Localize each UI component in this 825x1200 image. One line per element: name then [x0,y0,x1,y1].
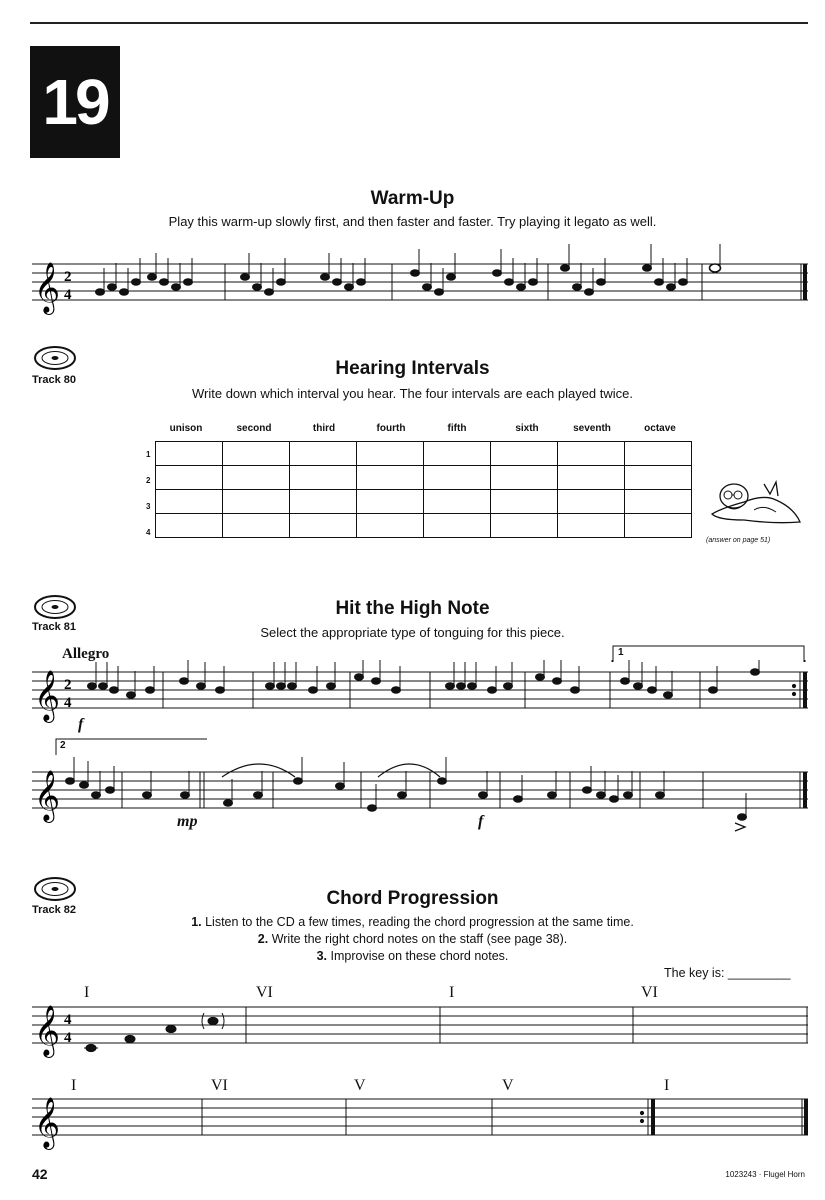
col-seventh: seventh [573,423,611,434]
answer-cell[interactable] [156,514,223,538]
note-head [411,270,420,277]
note-head [241,274,250,281]
time-sig-bottom: 4 [64,287,72,303]
note-head [656,792,665,799]
note-head [294,778,303,785]
note-head [664,692,673,699]
warmup-instruction: Play this warm-up slowly first, and then faster and faster. Try playing it legato as well. [168,214,657,229]
staff-lines [32,264,808,300]
note-head [146,687,155,694]
note-head [309,687,318,694]
chord-symbol: VI [256,984,273,1001]
answer-cell[interactable] [424,490,491,514]
answer-cell[interactable] [491,514,558,538]
chord-symbol: I [449,984,455,1001]
dynamic-forte: f [78,716,84,733]
answer-cell[interactable] [558,490,625,514]
answer-cell[interactable] [625,514,692,538]
note-head [398,792,407,799]
melody-notes [88,660,760,698]
note-head [88,683,97,690]
chords-title: Chord Progression [326,888,499,909]
warmup-title: Warm-Up [370,188,455,209]
tempo-marking: Allegro [62,646,110,662]
note-head [110,687,119,694]
note-head [184,279,193,286]
accent-icon [735,823,745,831]
note-head [571,687,580,694]
second-ending-number: 2 [60,740,66,751]
answer-cell[interactable] [223,442,290,466]
answer-cell[interactable] [625,442,692,466]
highnote-title: Hit the High Note [335,598,490,619]
note-head [423,284,432,291]
half-note [710,264,721,272]
table-row [156,442,692,466]
lesson-number: 19 [30,46,120,158]
note-head [667,284,676,291]
note-head [181,792,190,799]
note-head [548,792,557,799]
note-head [288,683,297,690]
note-head [610,796,619,803]
note-head [224,800,233,807]
note-head [106,787,115,794]
answer-cell[interactable] [558,466,625,490]
note-head [447,274,456,281]
note-head [345,284,354,291]
answer-cell[interactable] [357,442,424,466]
step-3: 3. Improvise on these chord notes. [316,949,509,963]
note-head [488,687,497,694]
highnote-staff-2 [0,755,825,835]
interval-answer-grid [155,441,692,538]
chord-symbol: VI [211,1077,228,1094]
answer-cell[interactable] [357,514,424,538]
note-head [160,279,169,286]
note-head [597,279,606,286]
col-second: second [236,423,272,434]
note-head [368,805,377,812]
row-number: 1 [146,450,151,459]
note-head [504,683,513,690]
answer-cell[interactable] [223,514,290,538]
note-head [327,683,336,690]
row-number: 4 [146,528,151,537]
answer-cell[interactable] [558,514,625,538]
answer-cell[interactable] [290,514,357,538]
note-head [96,289,105,296]
note-head [216,687,225,694]
note-head [99,683,108,690]
table-row [156,490,692,514]
note-head [553,678,562,685]
row-number: 3 [146,502,151,511]
time-sig-top: 2 [64,677,72,693]
answer-cell[interactable] [357,466,424,490]
note-head [277,279,286,286]
table-row [156,514,692,538]
note-head [514,796,523,803]
note-head [634,683,643,690]
answer-cell[interactable] [424,514,491,538]
page-number: 42 [32,1166,48,1182]
col-unison: unison [169,423,203,434]
note-head [751,669,760,676]
answer-cell[interactable] [491,466,558,490]
note-head [529,279,538,286]
slur [222,764,295,777]
treble-clef-icon: 𝄞 [34,670,61,721]
treble-clef-icon: 𝄞 [34,1005,61,1056]
highnote-staff-1 [0,660,825,740]
note-head [561,265,570,272]
chords-steps [0,914,825,965]
note-head [446,683,455,690]
track-label: Track 80 [32,374,77,386]
note-head [621,678,630,685]
warmup-staff [0,240,825,320]
step-1: 1. Listen to the CD a few times, reading the chord progression at the same time. [191,915,634,929]
chord-symbol: VI [641,984,658,1001]
note-head [253,284,262,291]
first-ending-number: 1 [618,647,624,658]
note-head [172,284,181,291]
note-head [738,814,747,821]
note-head [120,289,129,296]
note-head [321,274,330,281]
note-head [66,778,75,785]
note-head [355,674,364,681]
note-head [468,683,477,690]
treble-clef-icon: 𝄞 [34,1097,61,1148]
note-head [357,279,366,286]
note-head [372,678,381,685]
catalog-code: 1023243 · Flugel Horn [725,1170,805,1179]
note-head [132,279,141,286]
note-head [709,687,718,694]
note-head [583,787,592,794]
note-head [517,284,526,291]
note-head [266,683,275,690]
note-head [148,274,157,281]
answer-cell[interactable] [558,442,625,466]
note-head [479,792,488,799]
note-head [597,792,606,799]
answer-cell[interactable] [625,466,692,490]
col-octave: octave [644,423,676,434]
dynamic-mezzo-piano: mp [177,813,198,830]
note-head [336,783,345,790]
note-head [392,687,401,694]
time-sig-bottom: 4 [64,695,72,711]
treble-clef-icon: 𝄞 [34,262,61,313]
note-head [143,792,152,799]
time-sig-top: 4 [64,1012,72,1028]
note-head [536,674,545,681]
chord-staff-1 [0,995,825,1065]
answer-cell[interactable] [491,442,558,466]
answer-cell[interactable] [156,466,223,490]
top-rule [30,22,808,24]
time-sig-bottom: 4 [64,1030,72,1046]
melody-notes-2 [66,757,747,820]
slur [378,764,440,777]
answer-cell[interactable] [424,442,491,466]
answer-cell[interactable] [156,442,223,466]
treble-clef-icon: 𝄞 [34,770,61,821]
note-head [648,687,657,694]
answer-cell[interactable] [625,490,692,514]
col-sixth: sixth [515,423,539,434]
hearing-instruction: Write down which interval you hear. The four intervals are each played twice. [191,386,634,401]
col-third: third [312,423,336,434]
chord-symbol: V [354,1077,366,1094]
note-head [108,284,117,291]
note-head [180,678,189,685]
chord-staff-2 [0,1087,825,1157]
answer-cell[interactable] [290,442,357,466]
note-head [80,782,89,789]
answer-cell[interactable] [156,490,223,514]
chord-symbol: I [71,1077,77,1094]
track-label: Track 82 [32,904,77,916]
chord-notes [84,1013,224,1052]
note-head [624,792,633,799]
time-sig-top: 2 [64,269,72,285]
second-ending-bracket [55,737,210,757]
note-head [92,792,101,799]
note-head [254,792,263,799]
note-head [505,279,514,286]
highnote-instruction: Select the appropriate type of tonguing for this piece. [260,625,565,640]
chord-symbol: I [84,984,90,1001]
answer-cell[interactable] [491,490,558,514]
note-head [493,270,502,277]
note-head [197,683,206,690]
answer-cell[interactable] [290,466,357,490]
step-2: 2. Write the right chord notes on the staff (see page 38). [257,932,568,946]
cartoon-character-icon [704,474,808,532]
note-head [573,284,582,291]
answer-cell[interactable] [223,466,290,490]
note-head [643,265,652,272]
note-head [438,778,447,785]
note-head [655,279,664,286]
note-head [333,279,342,286]
row-number: 2 [146,476,151,485]
dynamic-forte: f [478,813,484,830]
answer-cell[interactable] [424,466,491,490]
answer-cell[interactable] [290,490,357,514]
answer-cell[interactable] [223,490,290,514]
note-head [679,279,688,286]
chord-symbol: I [664,1077,670,1094]
col-fifth: fifth [447,423,467,434]
col-fourth: fourth [376,423,406,434]
answer-note: (answer on page 51) [706,537,771,544]
table-row [156,466,692,490]
note-head [277,683,286,690]
key-label: The key is: _________ [664,966,791,980]
note-head [457,683,466,690]
note-head [585,289,594,296]
first-ending-bracket [612,644,812,664]
note-head [435,289,444,296]
note-head [265,289,274,296]
note-head [127,692,136,699]
track-label: Track 81 [32,621,77,633]
answer-cell[interactable] [357,490,424,514]
hearing-title: Hearing Intervals [335,358,490,379]
chord-symbol: V [502,1077,514,1094]
